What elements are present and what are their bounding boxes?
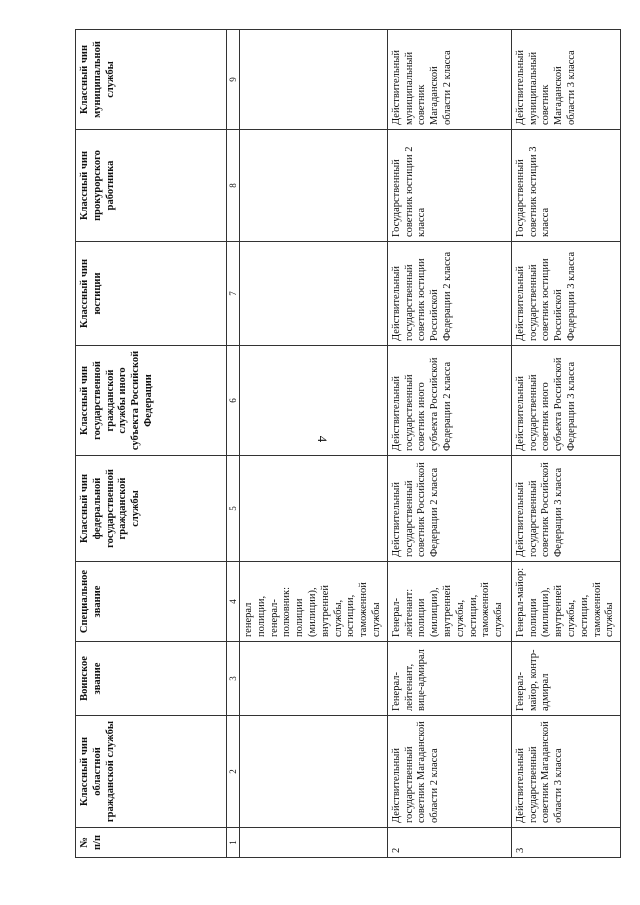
table-cell: Генерал-лейтенант, вице-адмирал [387,642,511,716]
table-cell: Действительный государственный советник юстиции Российской Федерации 3 класса [511,242,620,346]
table-cell [240,642,388,716]
header-cell: Классный чин муниципальной службы [76,30,227,130]
rank-correspondence-table [75,29,621,858]
table-row [511,30,620,858]
table-cell: Генерал-майор, контр-адмирал [511,642,620,716]
table-cell: Действительный государственный советник Магаданской области 2 класса [387,716,511,828]
table-cell [240,242,388,346]
table-cell: Генерал-лейтенант: полиции (милиции), внутренней службы, юстиции, таможенной службы [387,562,511,642]
table-cell: генерал полиции, генерал-полковник: полиции (милиции), внутренней службы, юстиции, таможенной службы [240,562,388,642]
column-number: 6 [227,346,240,456]
table-cell: Действительный государственный советник Магаданской области 3 класса [511,716,620,828]
table-row [240,30,388,858]
table-cell: Действительный государственный советник юстиции Российской Федерации 2 класса [387,242,511,346]
header-cell: Классный чин прокурорского работника [76,130,227,242]
header-cell: Классный чин государственной гражданской службы иного субъекта Российской Федерации [76,346,227,456]
header-cell: Специальное звание [76,562,227,642]
header-cell: Классный чин федеральной государственной гражданской службы [76,456,227,562]
table-cell [240,130,388,242]
column-number-row [227,30,240,858]
column-number: 1 [227,828,240,858]
page-number: 4 [315,435,330,443]
column-number: 9 [227,30,240,130]
column-number: 5 [227,456,240,562]
table-cell: Государственный советник юстиции 2 класса [387,130,511,242]
column-number: 7 [227,242,240,346]
table-cell [240,456,388,562]
header-cell: Воинское звание [76,642,227,716]
table-cell [240,30,388,130]
header-cell: № п/п [76,828,227,858]
table-cell [240,716,388,828]
table-cell: Действительный государственный советник иного субъекта Российской Федерации 3 класса [511,346,620,456]
column-number: 2 [227,716,240,828]
table-cell: Действительный государственный советник иного субъекта Российской Федерации 2 класса [387,346,511,456]
column-number: 8 [227,130,240,242]
table-cell: Действительный государственный советник Российской Федерации 3 класса [511,456,620,562]
table-cell: Действительный муниципальный советник Магаданской области 2 класса [387,30,511,130]
table-cell [240,346,388,456]
header-cell: Классный чин областной гражданской службы [76,716,227,828]
table-row [387,30,511,858]
table-cell: 3 [511,828,620,858]
rotated-table-container [75,30,616,858]
table-cell: Государственный советник юстиции 3 класса [511,130,620,242]
column-number: 4 [227,562,240,642]
table-cell [240,828,388,858]
table-cell: Действительный муниципальный советник Магаданской области 3 класса [511,30,620,130]
table-cell: Генерал-майор: полиции (милиции), внутренней службы, юстиции, таможенной службы [511,562,620,642]
table-cell: 2 [387,828,511,858]
column-number: 3 [227,642,240,716]
header-cell: Классный чин юстиции [76,242,227,346]
table-cell: Действительный государственный советник Российской Федерации 2 класса [387,456,511,562]
header-row [76,30,227,858]
